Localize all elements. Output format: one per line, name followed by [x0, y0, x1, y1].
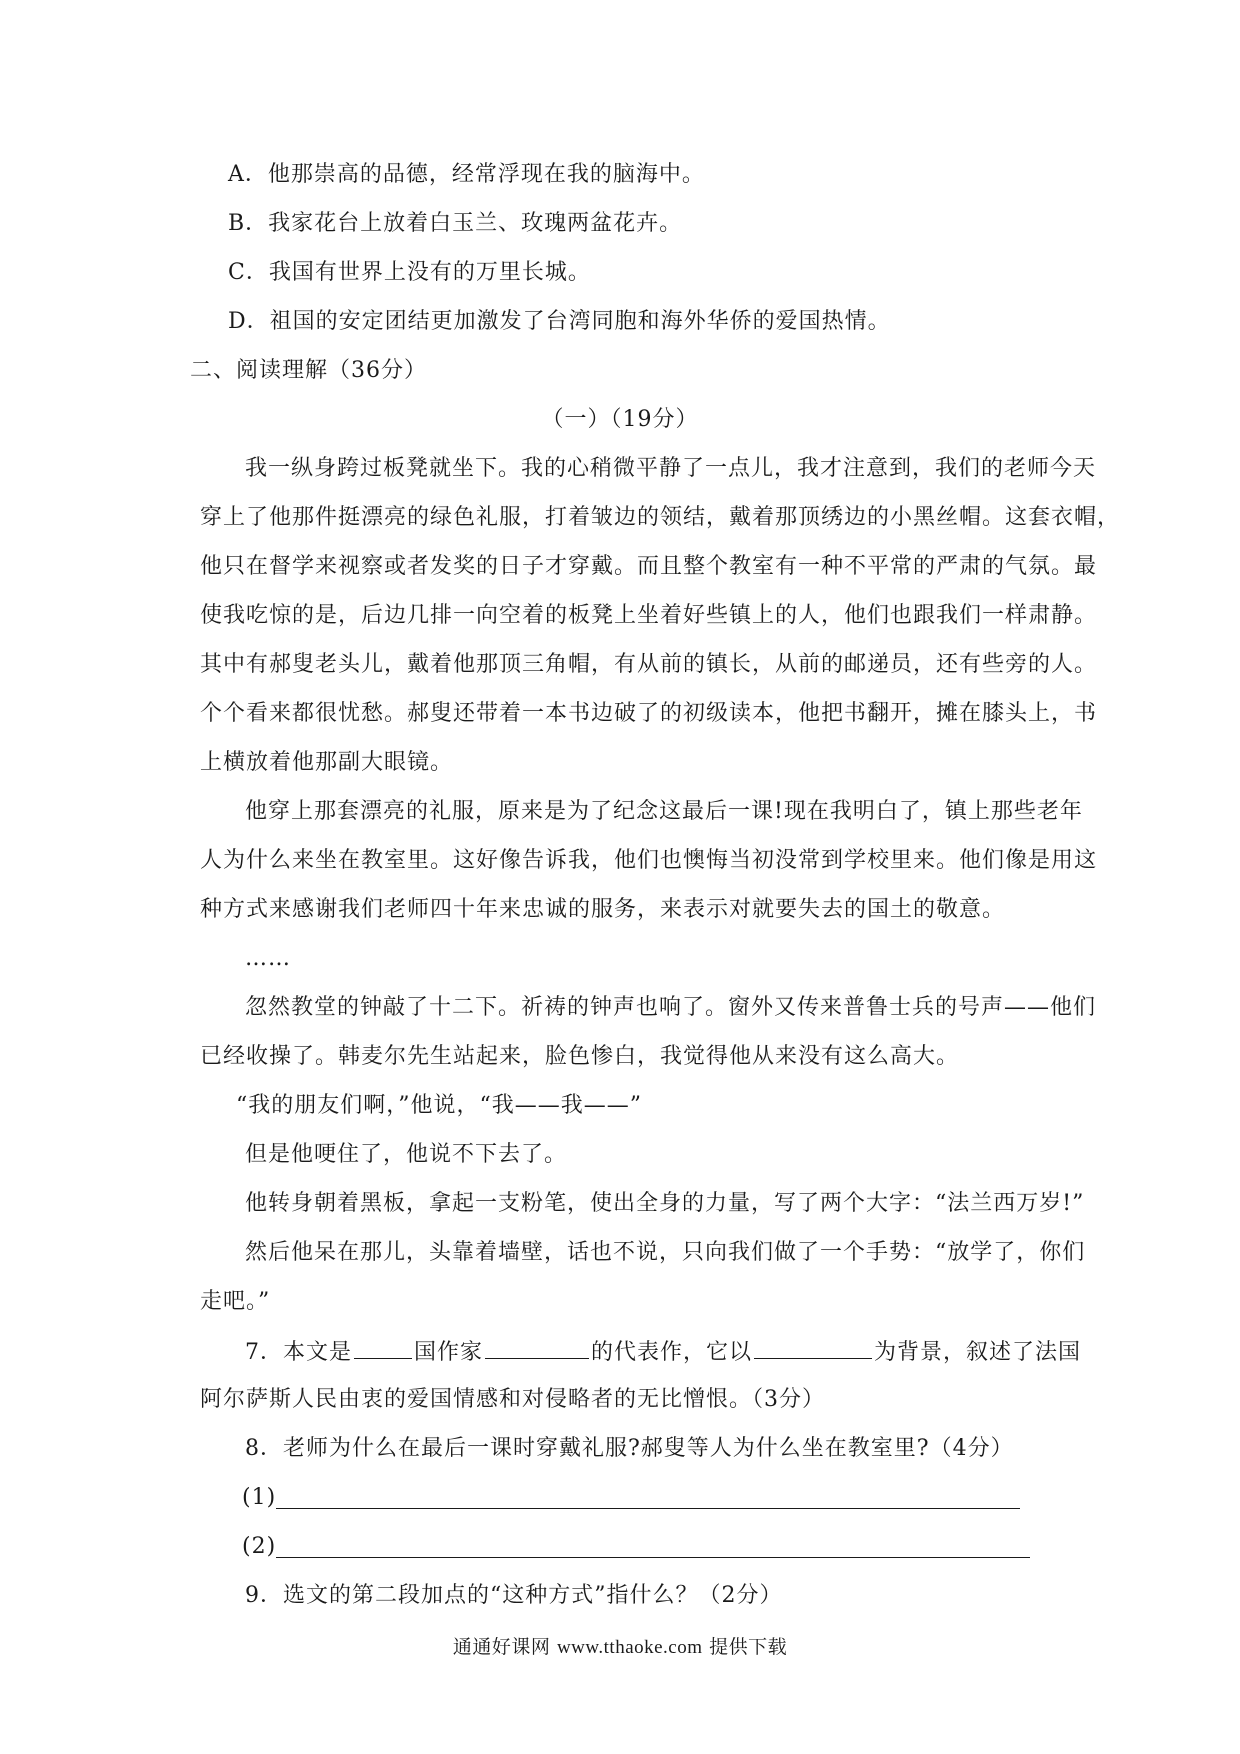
question-7-part1: 7．本文是 [245, 1340, 352, 1365]
option-d: D．祖国的安定团结更加激发了台湾同胞和海外华侨的爱国热情。 [228, 309, 891, 334]
passage-ellipsis: …… [245, 946, 291, 971]
passage-line: 穿上了他那件挺漂亮的绿色礼服，打着皱边的领结，戴着那顶绣边的小黑丝帽。这套衣帽， [200, 505, 1121, 530]
passage-line: 使我吃惊的是，后边几排一向空着的板凳上坐着好些镇上的人，他们也跟我们一样肃静。 [200, 603, 1098, 628]
question-8: 8．老师为什么在最后一课时穿戴礼服?郝叟等人为什么坐在教室里?（4分） [245, 1436, 1014, 1461]
answer-label-1: (1) [242, 1485, 277, 1510]
blank-background[interactable] [754, 1336, 872, 1359]
blank-author[interactable] [485, 1336, 589, 1359]
question-9: 9．选文的第二段加点的“这种方式”指什么？（2分） [245, 1583, 783, 1608]
answer-label-2: (2) [242, 1534, 277, 1559]
question-7-part2: 国作家 [414, 1340, 484, 1365]
passage-line: 上横放着他那副大眼镜。 [200, 750, 454, 775]
passage-line: 种方式来感谢我们老师四十年来忠诚的服务，来表示对就要失去的国土的敬意。 [200, 897, 1006, 922]
question-7-part4: 为背景，叙述了法国 [874, 1340, 1082, 1365]
passage-line: “我的朋友们啊，”他说，“我——我——” [236, 1093, 642, 1118]
section-heading: 二、阅读理解（36分） [190, 358, 427, 383]
passage-line: 他只在督学来视察或者发奖的日子才穿戴。而且整个教室有一种不平常的严肃的气氛。最 [200, 554, 1098, 579]
question-7 [245, 1336, 1081, 1368]
answer-line-2[interactable] [276, 1557, 1030, 1558]
passage-line: 忽然教堂的钟敲了十二下。祈祷的钟声也响了。窗外又传来普鲁士兵的号声——他们 [245, 995, 1097, 1020]
blank-country[interactable] [354, 1336, 412, 1359]
option-c: C．我国有世界上没有的万里长城。 [228, 260, 591, 285]
page-footer [0, 1632, 1240, 1659]
footer-suffix: 提供下载 [709, 1636, 788, 1658]
question-7-part3: 的代表作，它以 [591, 1340, 753, 1365]
passage-line: 但是他哽住了，他说不下去了。 [245, 1142, 568, 1167]
passage-line: 我一纵身跨过板凳就坐下。我的心稍微平静了一点儿，我才注意到，我们的老师今天 [245, 456, 1097, 481]
passage-line: 他转身朝着黑板，拿起一支粉笔，使出全身的力量，写了两个大字：“法兰西万岁!” [245, 1191, 1085, 1216]
answer-line-1[interactable] [276, 1508, 1020, 1509]
option-a: A．他那崇高的品德，经常浮现在我的脑海中。 [228, 162, 705, 187]
passage-line: 走吧。” [200, 1289, 271, 1314]
question-7-line2: 阿尔萨斯人民由衷的爱国情感和对侵略者的无比憎恨。（3分） [200, 1387, 825, 1412]
subsection-heading: （一）（19分） [541, 407, 699, 432]
passage-line: 个个看来都很忧愁。郝叟还带着一本书边破了的初级读本，他把书翻开，摊在膝头上，书 [200, 701, 1098, 726]
passage-line: 他穿上那套漂亮的礼服，原来是为了纪念这最后一课!现在我明白了，镇上那些老年 [245, 799, 1083, 824]
passage-line: 然后他呆在那儿，头靠着墙壁，话也不说，只向我们做了一个手势：“放学了，你们 [245, 1240, 1086, 1265]
passage-line: 已经收操了。韩麦尔先生站起来，脸色惨白，我觉得他从来没有这么高大。 [200, 1044, 960, 1069]
passage-line: 人为什么来坐在教室里。这好像告诉我，他们也懊悔当初没常到学校里来。他们像是用这 [200, 848, 1098, 873]
footer-url[interactable]: www.tthaoke.com [556, 1637, 703, 1658]
footer-site-name: 通通好课网 [452, 1636, 551, 1658]
option-b: B．我家花台上放着白玉兰、玫瑰两盆花卉。 [228, 211, 683, 236]
passage-line: 其中有郝叟老头儿，戴着他那顶三角帽，有从前的镇长，从前的邮递员，还有些旁的人。 [200, 652, 1098, 677]
